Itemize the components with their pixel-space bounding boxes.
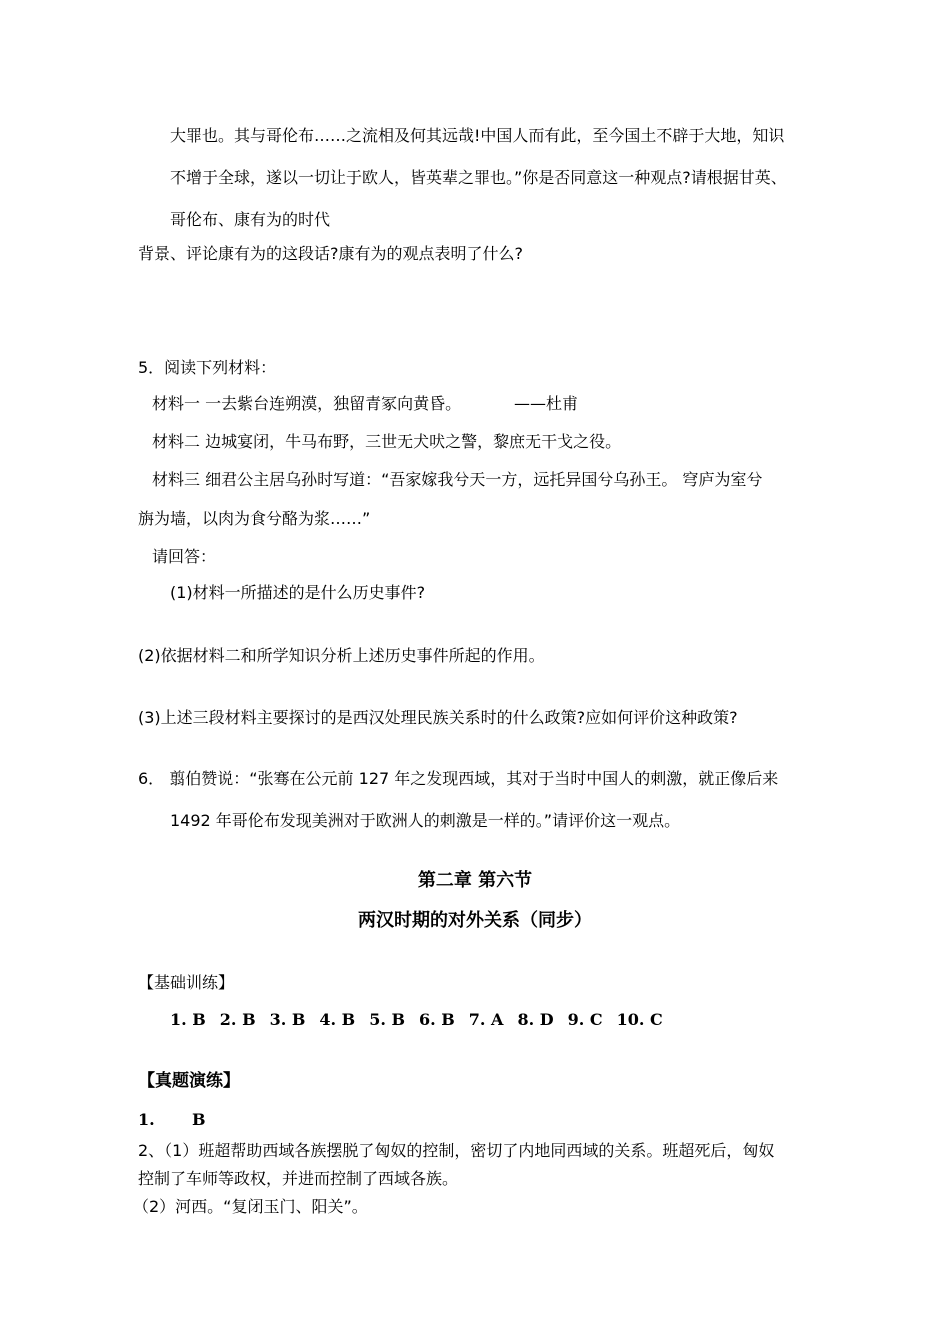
- answer-item: 5. B: [369, 1010, 405, 1029]
- answer-item: 9. C: [567, 1010, 603, 1029]
- real-answer-1-number: 1.: [138, 1110, 155, 1129]
- q5-material-3-cont: 旃为墙，以肉为食兮酪为浆……”: [138, 509, 371, 528]
- q5-sub-question-2: (2)依据材料二和所学知识分析上述历史事件所起的作用。: [138, 646, 545, 665]
- answer-item: 2. B: [219, 1010, 256, 1029]
- q5-material-1-author: ——杜甫: [514, 394, 579, 413]
- real-answer-1-value: B: [192, 1110, 206, 1129]
- chapter-title: 第二章 第六节: [417, 870, 533, 891]
- q6-text-line-2: 1492 年哥伦布发现美洲对于欧洲人的刺激是一样的。”请评价这一观点。: [170, 811, 681, 830]
- answer-item: 6. B: [418, 1010, 455, 1029]
- q4-text-line-3: 哥伦布、康有为的时代: [170, 210, 331, 229]
- real-answer-2-line-3: （2）河西。“复闭玉门、阳关”。: [133, 1197, 368, 1216]
- real-answer-2-line-2: 控制了车师等政权，并进而控制了西域各族。: [138, 1169, 459, 1188]
- real-answer-2-line-1: 2、（1）班超帮助西域各族摆脱了匈奴的控制，密切了内地同西域的关系。班超死后，匈奴: [138, 1141, 775, 1160]
- answer-item: 7. A: [468, 1010, 504, 1029]
- q5-material-1: 材料一 一去紫台连朔漠，独留青冢向黄昏。: [152, 394, 462, 413]
- q4-text-line-2: 不增于全球，遂以一切让于欧人，皆英辈之罪也。”你是否同意这一种观点?请根据甘英、: [170, 168, 787, 187]
- answer-item: 4. B: [319, 1010, 356, 1029]
- q4-text-line-4: 背景、评论康有为的这段话?康有为的观点表明了什么?: [138, 244, 523, 263]
- real-exam-heading: 【真题演练】: [138, 1071, 240, 1091]
- answer-item: 3. B: [269, 1010, 306, 1029]
- q5-sub-question-3: (3)上述三段材料主要探讨的是西汉处理民族关系时的什么政策?应如何评价这种政策?: [138, 708, 738, 727]
- answer-item: 1. B: [170, 1010, 206, 1029]
- q6-text-line-1: 6． 翦伯赞说：“张骞在公元前 127 年之发现西域，其对于当时中国人的刺激，就正像后来: [138, 769, 779, 788]
- basic-training-heading: 【基础训练】: [138, 973, 235, 992]
- answer-item: 8. D: [517, 1010, 554, 1029]
- q5-sub-question-1: (1)材料一所描述的是什么历史事件?: [170, 583, 426, 602]
- basic-answers: [170, 1010, 677, 1030]
- q5-prompt: 请回答：: [152, 547, 217, 566]
- chapter-subtitle: 两汉时期的对外关系（同步）: [358, 910, 592, 931]
- q5-heading: 5．阅读下列材料：: [138, 358, 277, 377]
- q5-material-2: 材料二 边城宴闭，牛马布野，三世无犬吠之警，黎庶无干戈之役。: [152, 432, 622, 451]
- answer-item: 10. C: [616, 1010, 663, 1029]
- q5-material-3: 材料三 细君公主居乌孙时写道：“吾家嫁我兮天一方，远托异国兮乌孙王。 穹庐为室兮: [152, 470, 763, 489]
- q4-text-line-1: 大罪也。其与哥伦布……之流相及何其远哉!中国人而有此，至今国土不辟于大地，知识: [170, 126, 785, 145]
